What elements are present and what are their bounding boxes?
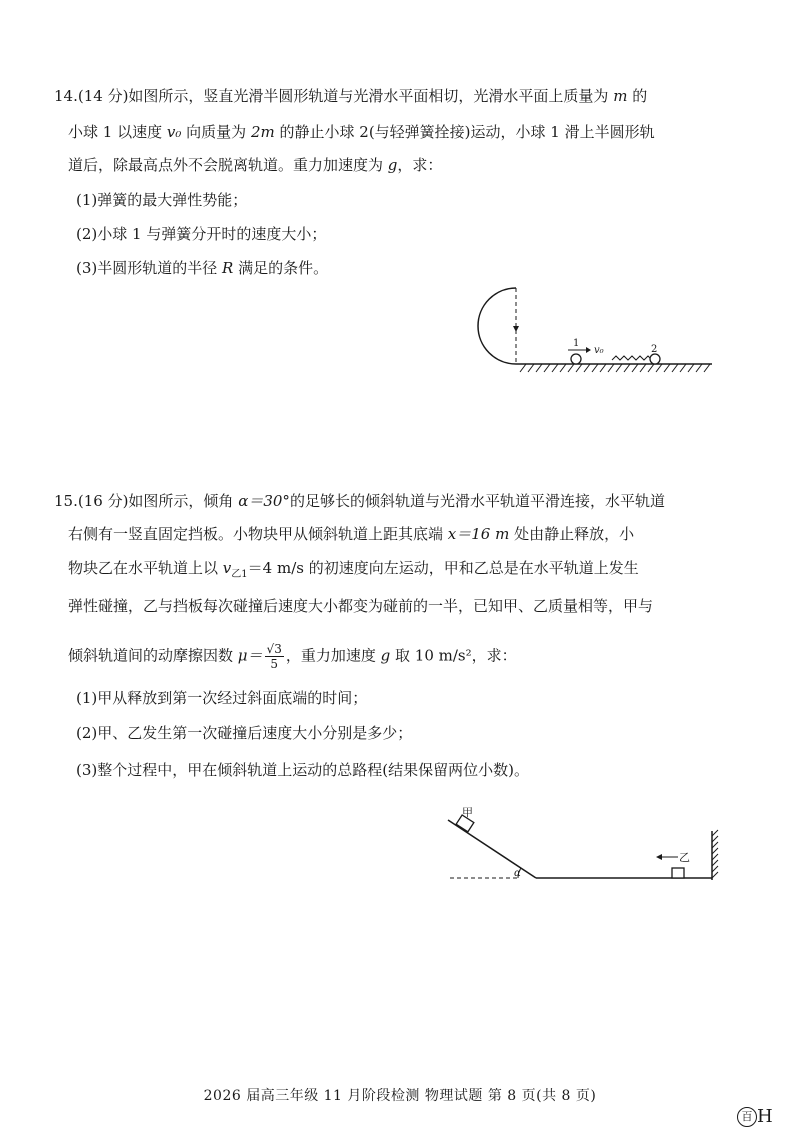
velocity-arrow-head [586,347,591,353]
ball-1 [571,354,581,364]
q15-v: v [222,559,232,577]
corner-letter: H [757,1106,773,1127]
q14-sub-1: (1)弹簧的最大弹性势能； [76,191,248,209]
q14-text: 小球 1 以速度 [68,123,163,141]
block-yi [672,868,684,878]
q15-number: 15. [54,492,78,510]
incline [448,820,536,878]
velocity-label: v₀ [594,345,604,356]
q14-text: 向质量为 [186,123,247,141]
q15-text: 如图所示，倾角 [128,492,234,510]
q15-alpha: α＝30° [238,492,290,510]
q14-figure [470,280,720,380]
q14-line-1 [54,86,800,106]
angle-label: α [514,868,521,879]
q15-line-5 [68,642,800,671]
q15-line-1 [54,491,800,511]
yi-velocity-arrow-head [656,854,662,860]
q15-figure [440,798,730,888]
q14-line-2 [68,122,800,142]
corner-mark [737,1106,773,1127]
page-footer: 2026 届高三年级 11 月阶段检测 物理试题 第 8 页(共 8 页) [203,1088,597,1104]
ball-2-label: 2 [651,344,658,355]
q14-points: (14 分) [77,87,129,105]
block-yi-label: 乙 [679,851,690,864]
q15-line-4: 弹性碰撞，乙与挡板每次碰撞后速度大小都变为碰前的一半，已知甲、乙质量相等，甲与 [68,597,654,615]
q14-sub-3 [76,258,800,278]
q14-R: R [222,259,234,277]
q15-fraction [265,642,284,671]
semicircle-track [478,288,516,364]
q14-text: 如图所示，竖直光滑半圆形轨道与光滑水平面相切，光滑水平面上质量为 [128,87,609,105]
q14-sub-2: (2)小球 1 与弹簧分开时的速度大小； [76,225,327,243]
q15-text: 的初速度向左运动，甲和乙总是在水平轨道上发生 [308,559,639,577]
q14-text: 的 [632,87,648,105]
ground-hatch [520,364,710,372]
q14-text: 满足的条件。 [238,259,329,277]
q14-m: m [613,87,628,105]
ball-1-label: 1 [573,338,580,349]
ball-2 [650,354,660,364]
q15-text: 处由静止释放，小 [514,525,635,543]
q15-v-sub: 乙1 [231,569,248,580]
q14-text: 的静止小球 2(与轻弹簧拴接)运动，小球 1 滑上半圆形轨 [279,123,655,141]
q15-g: g [380,646,391,665]
diameter-arrow [513,326,519,332]
q14-line-3 [68,155,800,175]
q14-text: 道后，除最高点外不会脱离轨道。重力加速度为 [68,156,384,174]
q14-text: (3)半圆形轨道的半径 [76,259,218,277]
q15-x: x＝16 m [447,525,510,543]
q15-frac-den: 5 [270,657,278,671]
q15-line-3 [68,558,800,585]
q15-text: 取 10 m/s²，求： [395,646,517,665]
q15-points: (16 分) [77,492,129,510]
q15-v-eq: ＝4 m/s [247,559,304,577]
block-jia-label: 甲 [462,806,473,819]
q15-frac-num: √3 [266,642,282,656]
q15-sub-2: (2)甲、乙发生第一次碰撞后速度大小分别是多少； [76,724,413,742]
q15-mu: μ＝ [237,646,263,665]
wall-hatch [712,830,718,878]
q15-text: 物块乙在水平轨道上以 [68,559,219,577]
q14-2m: 2m [250,123,275,141]
q14-number: 14. [54,87,78,105]
q14-g: g [387,156,398,174]
q15-line-2 [68,524,800,544]
spring [612,356,650,360]
q14-v0: v₀ [166,123,182,141]
q15-text: ，重力加速度 [285,646,376,665]
q15-sub-3: (3)整个过程中，甲在倾斜轨道上运动的总路程(结果保留两位小数)。 [76,761,529,779]
corner-seal: 百 [737,1107,757,1127]
q15-sub-1: (1)甲从释放到第一次经过斜面底端的时间； [76,689,368,707]
q14-text: ，求： [397,156,443,174]
q15-text: 倾斜轨道间的动摩擦因数 [68,646,234,665]
q15-text: 的足够长的倾斜轨道与光滑水平轨道平滑连接，水平轨道 [289,492,665,510]
q15-text: 右侧有一竖直固定挡板。小物块甲从倾斜轨道上距其底端 [68,525,444,543]
